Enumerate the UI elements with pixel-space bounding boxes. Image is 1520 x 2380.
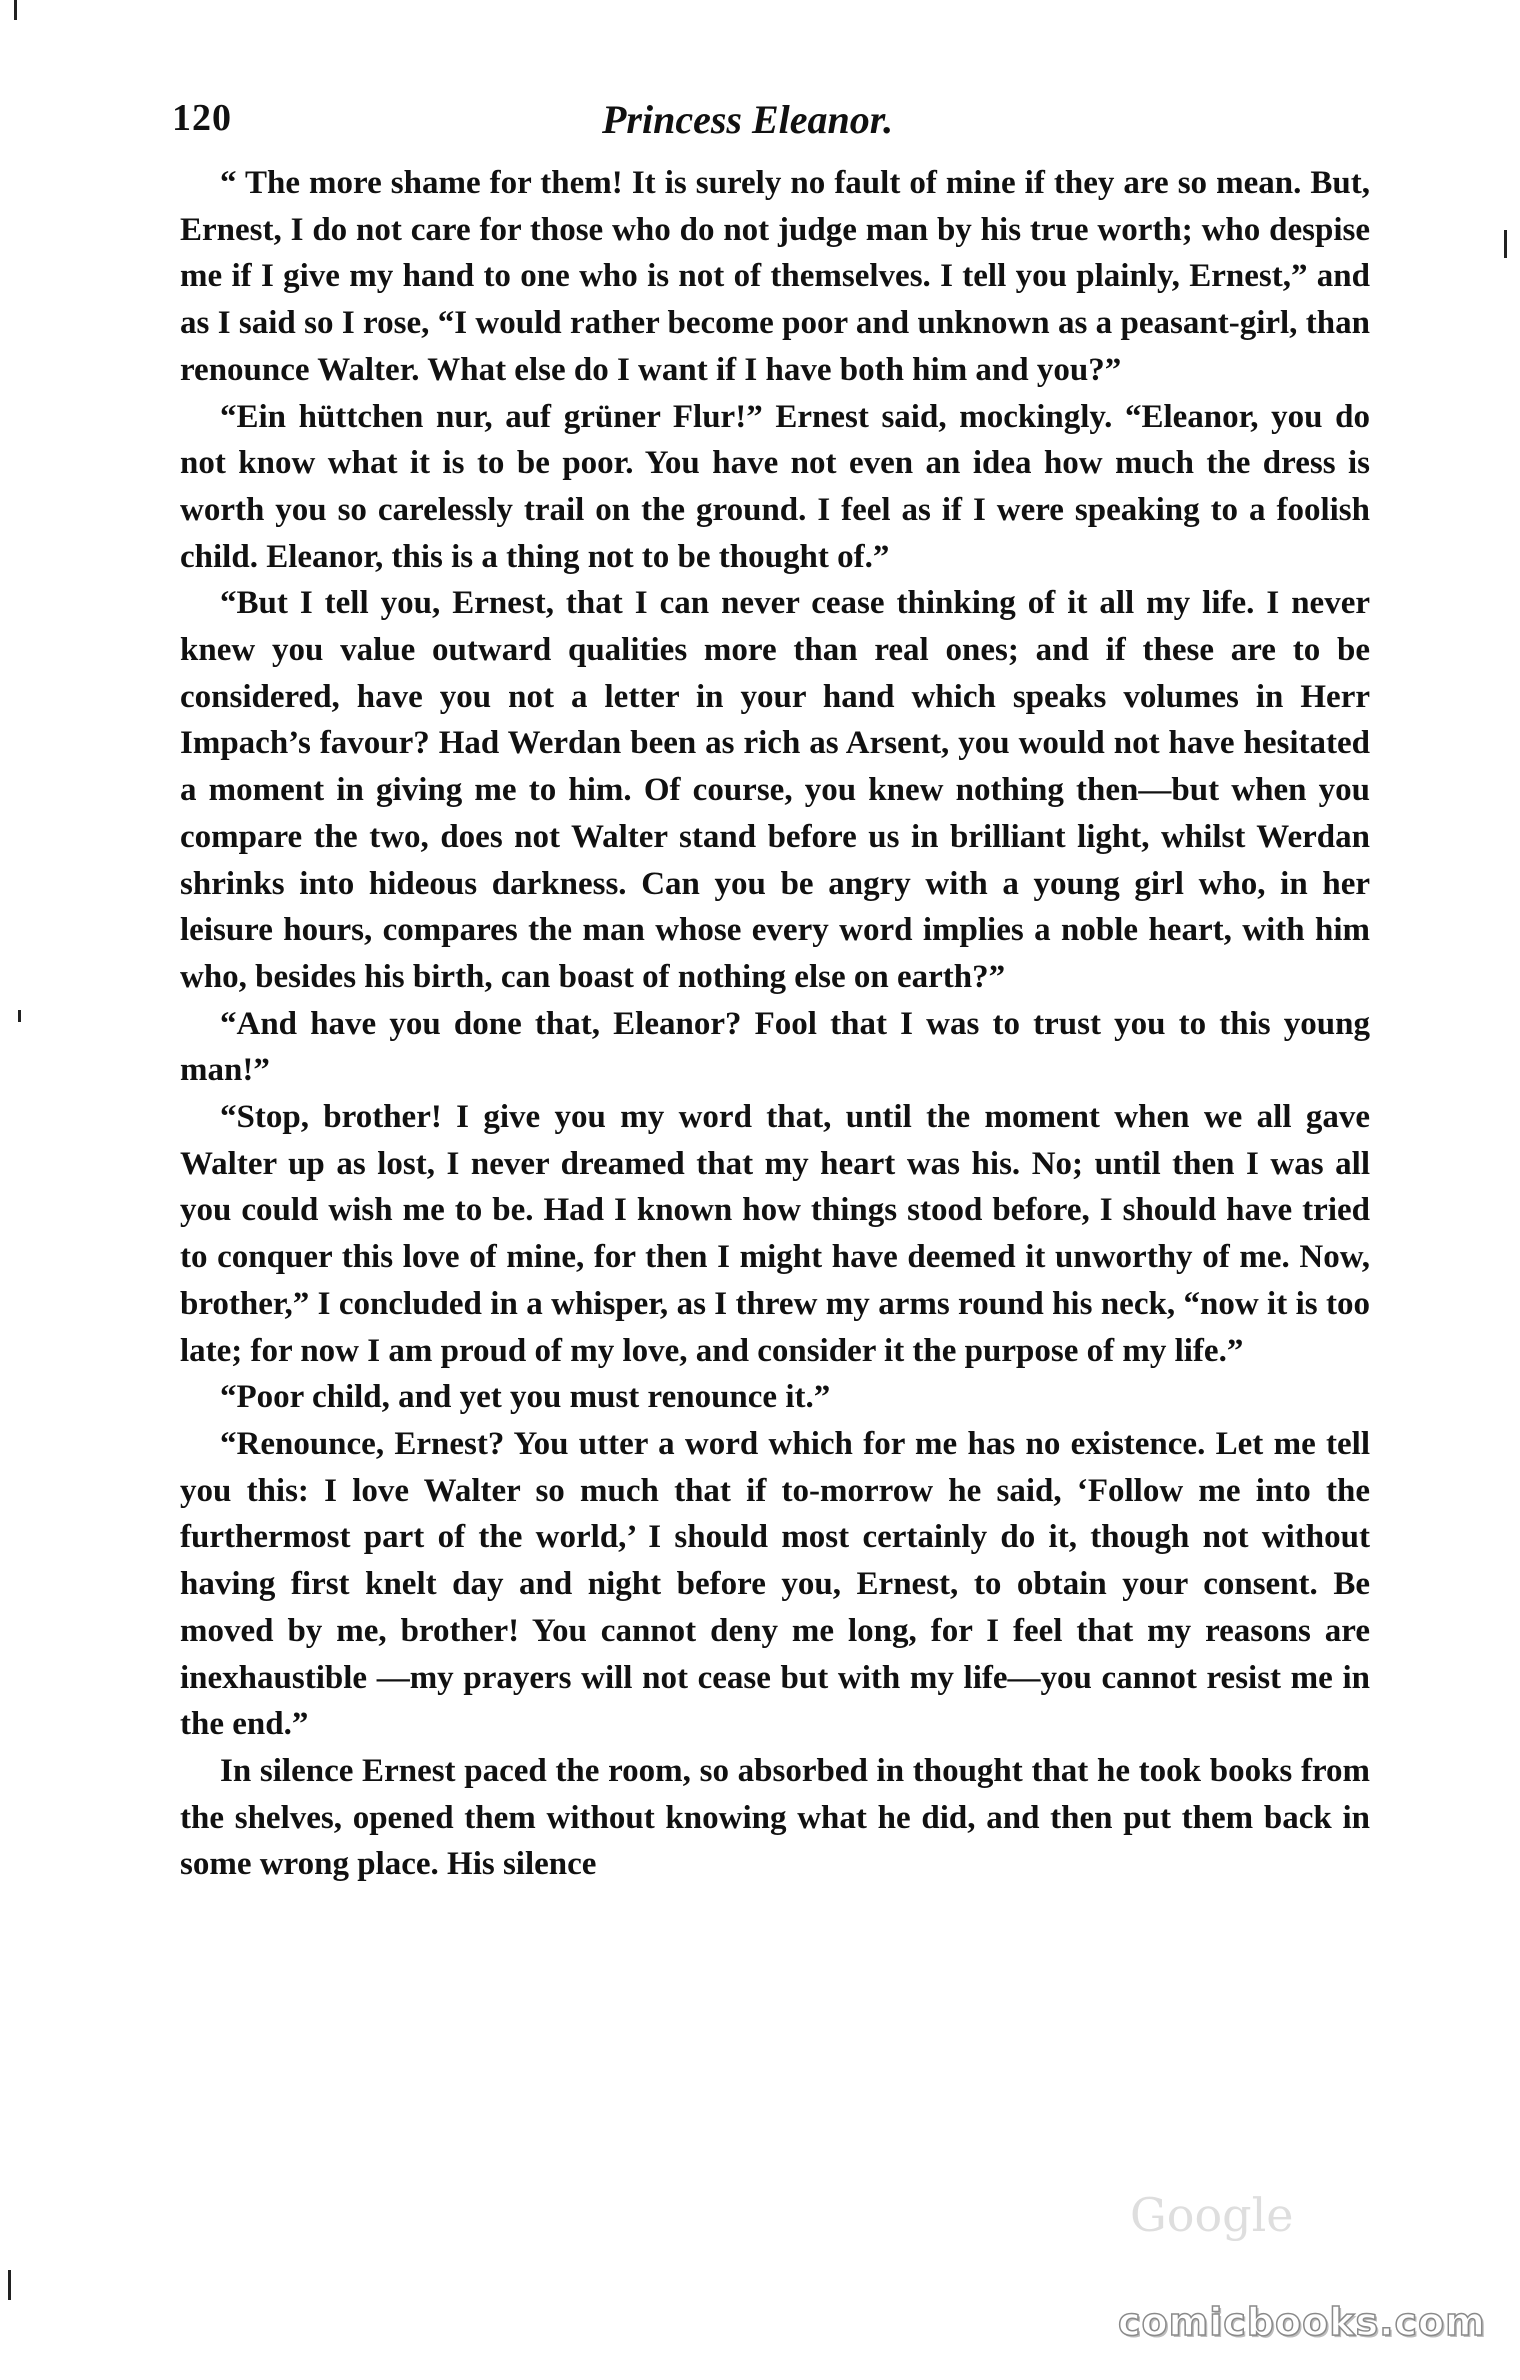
google-watermark: Google xyxy=(1130,2188,1294,2242)
margin-mark xyxy=(14,0,17,20)
page-header xyxy=(172,96,1372,156)
body-text xyxy=(180,160,1370,1888)
page-number: 120 xyxy=(172,97,232,139)
margin-mark xyxy=(8,2270,11,2300)
paragraph: “Renounce, Ernest? You utter a word which for me has no existence. Let me tell you this: I love Walter so much that if to-morrow he said, ‘Follow me into the furthermost part of the world,’ I should most certainly do it, though not without having first knelt day and night before you, Ernest, to obtain your consent. Be moved by me, brother! You cannot deny me long, for I feel that my reasons are inexhaustible —my prayers will not cease but with my life—you cannot resist me in the end.” xyxy=(180,1425,1370,1743)
paragraph: “Poor child, and yet you must renounce it.” xyxy=(220,1379,831,1416)
paragraph: In silence Ernest paced the room, so absorbed in thought that he took books from the shelves, opened them without knowing what he did, and then put them back in some wrong place. His silence xyxy=(180,1752,1370,1883)
site-watermark: comicbooks.com xyxy=(1118,2300,1486,2344)
running-title: Princess Eleanor. xyxy=(602,97,894,142)
paragraph: “Stop, brother! I give you my word that, until the moment when we all gave Walter up as lost, I never dreamed that my heart was his. No; until then I was all you could wish me to be. Had I known how things stood before, I should have tried to conquer this love of mine, for then I might have deemed it unworthy of me. Now, brother,” I concluded in a whisper, as I threw my arms round his neck, “now it is too late; for now I am proud of my love, and consider it the purpose of my life.” xyxy=(180,1099,1370,1369)
paragraph: “But I tell you, Ernest, that I can never cease thinking of it all my life. I never knew you value outward qualities more than real ones; and if these are to be considered, have you not a letter in your hand which speaks volumes in Herr Impach’s favour? Had Werdan been as rich as Arsent, you would not have hesitated a moment in giving me to him. Of course, you knew nothing then—but when you compare the two, does not Walter stand before us in brilliant light, whilst Werdan shrinks into hideous darkness. Can you be angry with a young girl who, in her leisure hours, compares the man whose every word implies a noble heart, with him who, besides his birth, can boast of nothing else on earth?” xyxy=(180,585,1370,995)
paragraph: “And have you done that, Eleanor? Fool that I was to trust you to this young man!” xyxy=(180,1005,1370,1089)
paragraph: “Ein hüttchen nur, auf grüner Flur!” Ernest said, mockingly. “Eleanor, you do not know what it is to be poor. You have not even an idea how much the dress is worth you so carelessly trail on the ground. I feel as if I were speaking to a foolish child. Eleanor, this is a thing not to be thought of.” xyxy=(180,398,1370,575)
margin-mark xyxy=(18,1010,21,1022)
margin-mark xyxy=(1504,230,1507,258)
paragraph: “ The more shame for them! It is surely no fault of mine if they are so mean. But, Ernest, I do not care for those who do not judge man by his true worth; who despise me if I give my hand to one who is not of themselves. I tell you plainly, Ernest,” and as I said so I rose, “I would rather become poor and unknown as a peasant-girl, than renounce Walter. What else do I want if I have both him and you?” xyxy=(180,165,1370,388)
